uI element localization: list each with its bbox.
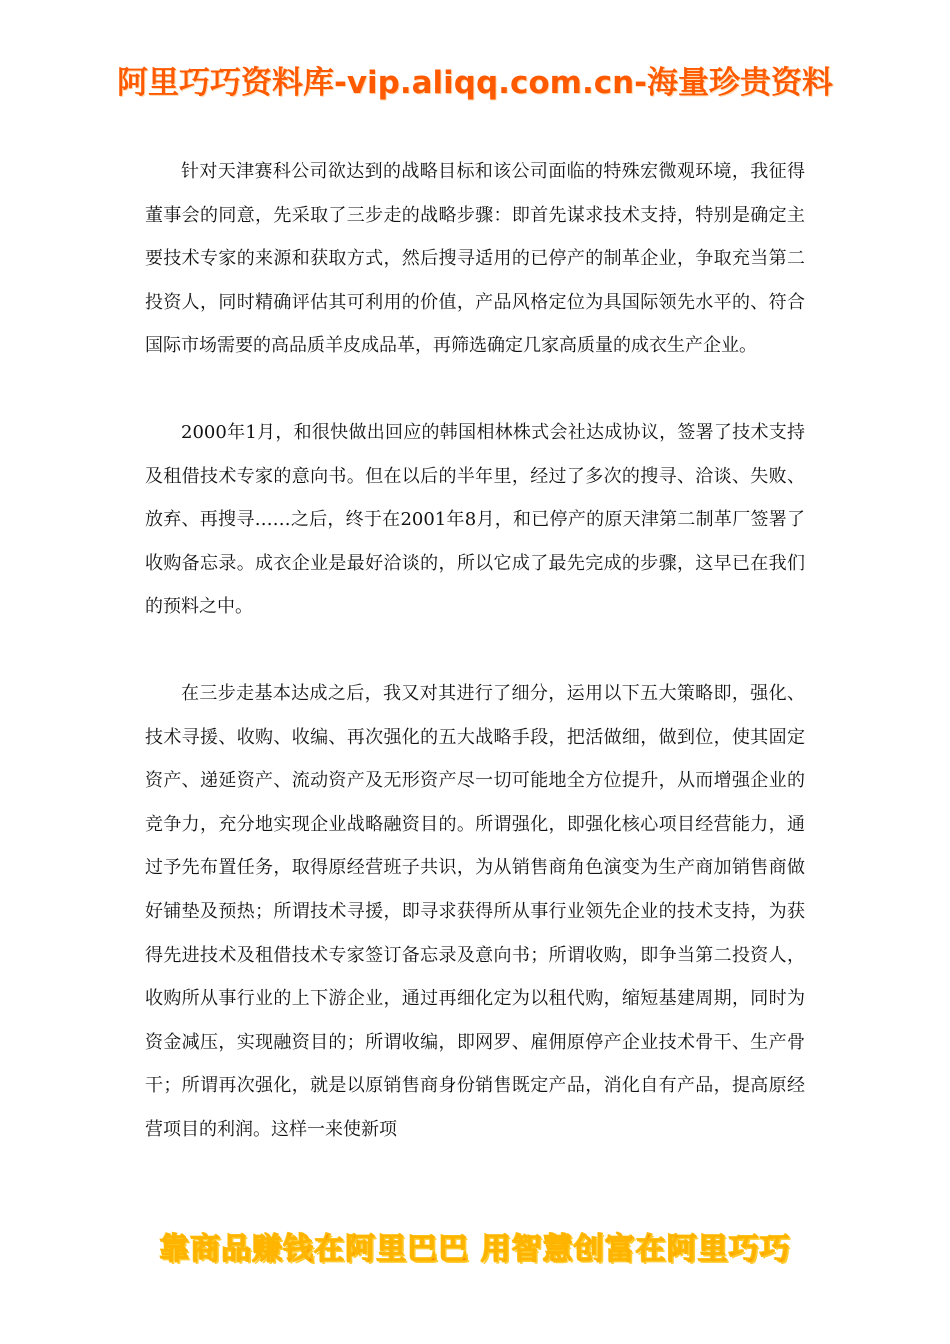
paragraph-3: 在三步走基本达成之后，我又对其进行了细分，运用以下五大策略即，强化、技术寻援、收购、收编、再次强化的五大战略手段，把活做细，做到位，使其固定资产、递延资产、流动资产及无形资产尽一切可能地全方位提升，从而增强企业的竞争力，充分地实现企业战略融资目的。所谓强化，即强化核心项目经营能力，通过予先布置任务，取得原经营班子共识，为从销售商角色演变为生产商加销售商做好铺垫及预热；所谓技术寻援，即寻求获得所从事行业领先企业的技术支持，为获得先进技术及租借技术专家签订备忘录及意向书；所谓收购，即争当第二投资人，收购所从事行业的上下游企业，通过再细化定为以租代购，缩短基建周期，同时为资金减压，实现融资目的；所谓收编，即网罗、雇佣原停产企业技术骨干、生产骨干；所谓再次强化，就是以原销售商身份销售既定产品，消化自有产品，提高原经营项目的利润。这样一来使新项	[145, 682, 805, 1140]
footer-banner: 靠商品赚钱在阿里巴巴 用智慧创富在阿里巧巧	[159, 1232, 791, 1267]
header-banner: 阿里巧巧资料库-vip.aliqq.com.cn-海量珍贵资料	[116, 65, 834, 101]
paragraph-1: 针对天津赛科公司欲达到的战略目标和该公司面临的特殊宏微观环境，我征得董事会的同意，先采取了三步走的战略步骤：即首先谋求技术支持，特别是确定主要技术专家的来源和获取方式，然后搜寻适用的已停产的制革企业，争取充当第二投资人，同时精确评估其可利用的价值，产品风格定位为具国际领先水平的、符合国际市场需要的高品质羊皮成品革，再筛选确定几家高质量的成衣生产企业。	[145, 161, 805, 357]
document-body	[145, 150, 805, 1151]
paragraph-2: 2000年1月，和很快做出回应的韩国相林株式会社达成协议，签署了技术支持及租借技术专家的意向书。但在以后的半年里，经过了多次的搜寻、洽谈、失败、放弃、再搜寻……之后，终于在2001年8月，和已停产的原天津第二制革厂签署了收购备忘录。成衣企业是最好洽谈的，所以它成了最先完成的步骤，这早已在我们的预料之中。	[145, 421, 805, 618]
